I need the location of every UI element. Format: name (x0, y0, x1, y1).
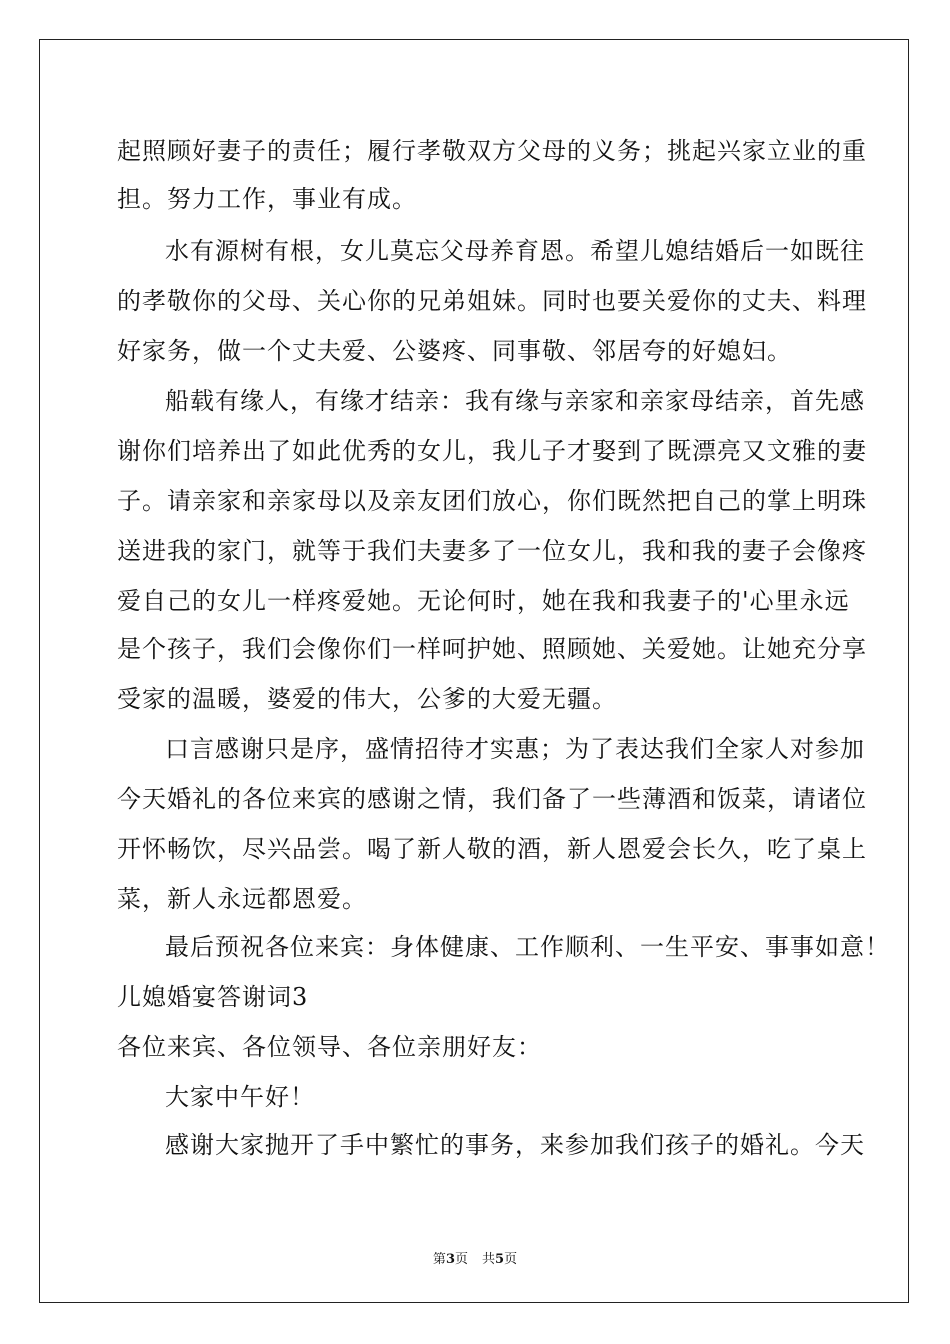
page-unit: 页 (454, 1252, 468, 1267)
body-line: 谢你们培养出了如此优秀的女儿，我儿子才娶到了既漂亮又文雅的妻 (117, 437, 867, 465)
page-footer (0, 1248, 950, 1267)
body-line: 子。请亲家和亲家母以及亲友团们放心，你们既然把自己的掌上明珠 (117, 487, 867, 515)
body-line: 感谢大家抛开了手中繁忙的事务，来参加我们孩子的婚礼。今天 (165, 1131, 865, 1159)
body-line: 是个孩子，我们会像你们一样呵护她、照顾她、关爱她。让她充分享 (117, 635, 867, 663)
body-line: 水有源树有根，女儿莫忘父母养育恩。希望儿媳结婚后一如既往 (165, 237, 865, 265)
body-line: 担。努力工作，事业有成。 (117, 185, 417, 213)
total-unit: 页 (504, 1252, 518, 1267)
body-line: 的孝敬你的父母、关心你的兄弟姐妹。同时也要关爱你的丈夫、料理 (117, 287, 867, 315)
page-total: 5 (495, 1252, 505, 1267)
body-line: 今天婚礼的各位来宾的感谢之情，我们备了一些薄酒和饭菜，请诸位 (117, 785, 867, 813)
body-line: 好家务，做一个丈夫爱、公婆疼、同事敬、邻居夸的好媳妇。 (117, 337, 792, 365)
page-frame (39, 39, 909, 1303)
body-line: 菜，新人永远都恩爱。 (117, 885, 367, 913)
body-line: 送进我的家门，就等于我们夫妻多了一位女儿，我和我的妻子会像疼 (117, 537, 867, 565)
body-line: 开怀畅饮，尽兴品尝。喝了新人敬的酒，新人恩爱会长久，吃了桌上 (117, 835, 867, 863)
greeting: 大家中午好！ (165, 1083, 315, 1111)
body-line: 口言感谢只是序，盛情招待才实惠；为了表达我们全家人对参加 (165, 735, 865, 763)
body-line: 起照顾好妻子的责任；履行孝敬双方父母的义务；挑起兴家立业的重 (117, 137, 867, 165)
page-current: 3 (445, 1252, 455, 1267)
salutation: 各位来宾、各位领导、各位亲朋好友： (117, 1033, 542, 1061)
body-line: 船载有缘人，有缘才结亲：我有缘与亲家和亲家母结亲，首先感 (165, 387, 865, 415)
body-line: 最后预祝各位来宾：身体健康、工作顺利、一生平安、事事如意！ (165, 933, 890, 961)
section-heading: 儿媳婚宴答谢词3 (117, 983, 309, 1011)
body-line: 受家的温暖，婆爱的伟大，公爹的大爱无疆。 (117, 685, 617, 713)
body-line: 爱自己的女儿一样疼爱她。无论何时，她在我和我妻子的'心里永远 (117, 587, 850, 615)
total-prefix: 共 (482, 1252, 496, 1267)
page-prefix: 第 (432, 1252, 446, 1267)
